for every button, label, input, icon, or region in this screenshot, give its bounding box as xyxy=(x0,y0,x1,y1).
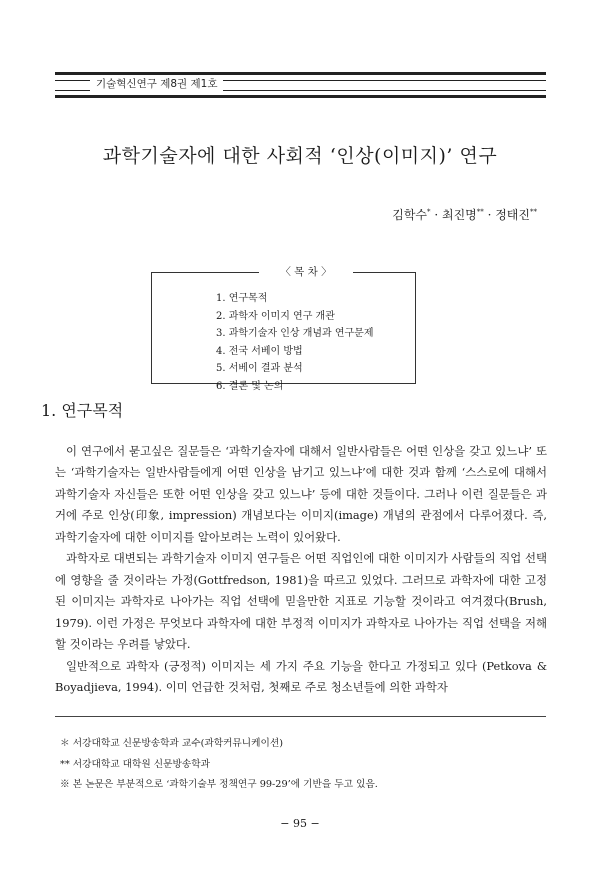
paragraph: 일반적으로 과학자 (긍정적) 이미지는 세 가지 주요 기능을 한다고 가정되고 있다 (Petkova & Boyadjieva, 1994). 이미 언급한 것처럼, 첫째로 주로 청소년들에 의한 과학자 xyxy=(55,658,547,694)
toc-item: 5. 서베이 결과 분석 xyxy=(216,363,303,375)
toc-item: 6. 결론 및 논의 xyxy=(216,380,284,392)
toc-item: 1. 연구목적 xyxy=(216,293,268,304)
footnote: ＊ 서강대학교 신문방송학과 교수(과학커뮤니케이션) xyxy=(60,738,284,749)
footnote-divider xyxy=(55,716,546,717)
toc-item: 4. 전국 서베이 방법 xyxy=(216,345,303,357)
author-mark: ** xyxy=(476,208,484,216)
body-text xyxy=(55,441,547,698)
footnote: ※ 본 논문은 부분적으로 ‘과학기술부 정책연구 99-29’에 기반을 두고 있음. xyxy=(60,779,378,791)
author-separator: · xyxy=(430,208,442,222)
paragraph: 이 연구에서 묻고싶은 질문들은 ‘과학기술자에 대해서 일반사람들은 어떤 인상을 갖고 있느냐’ 또는 ‘과학기술자는 일반사람들에게 어떤 인상을 남기고 있느냐’에 대한 것과 함께 ‘스스로에 대해서 과학기술자 자신들은 또한 어떤 인상을 갖고 있느냐’ 등에 대한 것들이다. 그러나 이런 질문들은 과거에 주로 인상(印象, impression) 개념보다는 이미지(image) 개념의 관점에서 다루어졌다. 즉, 과학기술자에 대한 이미지를 알아보려는 노력이 있어왔다. xyxy=(55,444,547,544)
author-separator: · xyxy=(483,208,496,222)
footnote: ** 서강대학교 대학원 신문방송학과 xyxy=(60,758,210,770)
page-number: − 95 − xyxy=(280,817,320,830)
paper-title: 과학기술자에 대한 사회적 ‘인상(이미지)’ 연구 xyxy=(102,145,498,167)
author-name: 정태진 xyxy=(495,208,530,222)
author-mark: ** xyxy=(530,208,537,216)
toc-item: 2. 과학자 이미지 연구 개관 xyxy=(216,310,335,322)
section-heading: 1. 연구목적 xyxy=(41,401,124,420)
footnotes xyxy=(60,734,378,796)
author-name: 최진명 xyxy=(441,208,477,222)
author-mark: * xyxy=(427,208,431,216)
toc-list xyxy=(216,290,374,396)
toc-item: 3. 과학기술자 인상 개념과 연구문제 xyxy=(216,328,374,340)
journal-header: 기술혁신연구 제8권 제1호 xyxy=(90,76,223,91)
author-line xyxy=(392,206,537,223)
toc-title: 〈 목 차 〉 xyxy=(259,264,353,279)
author-name: 김학수 xyxy=(392,208,428,222)
paragraph: 과학자로 대변되는 과학기술자 이미지 연구들은 어떤 직업인에 대한 이미지가 사람들의 직업 선택에 영향을 줄 것이라는 가정(Gottfredson, 1981)을 따르고 있었다. 그러므로 과학자에 대한 고정된 이미지는 과학자로 나아가는 직업 선택에 믿을만한 지표로 기능할 것이라고 여겨졌다(Brush, 1979). 이런 가정은 무엇보다 과학자에 대한 부정적 이미지가 과학자로 나아가는 직업 선택을 저해할 것이라는 우려를 낳았다. xyxy=(55,551,547,652)
